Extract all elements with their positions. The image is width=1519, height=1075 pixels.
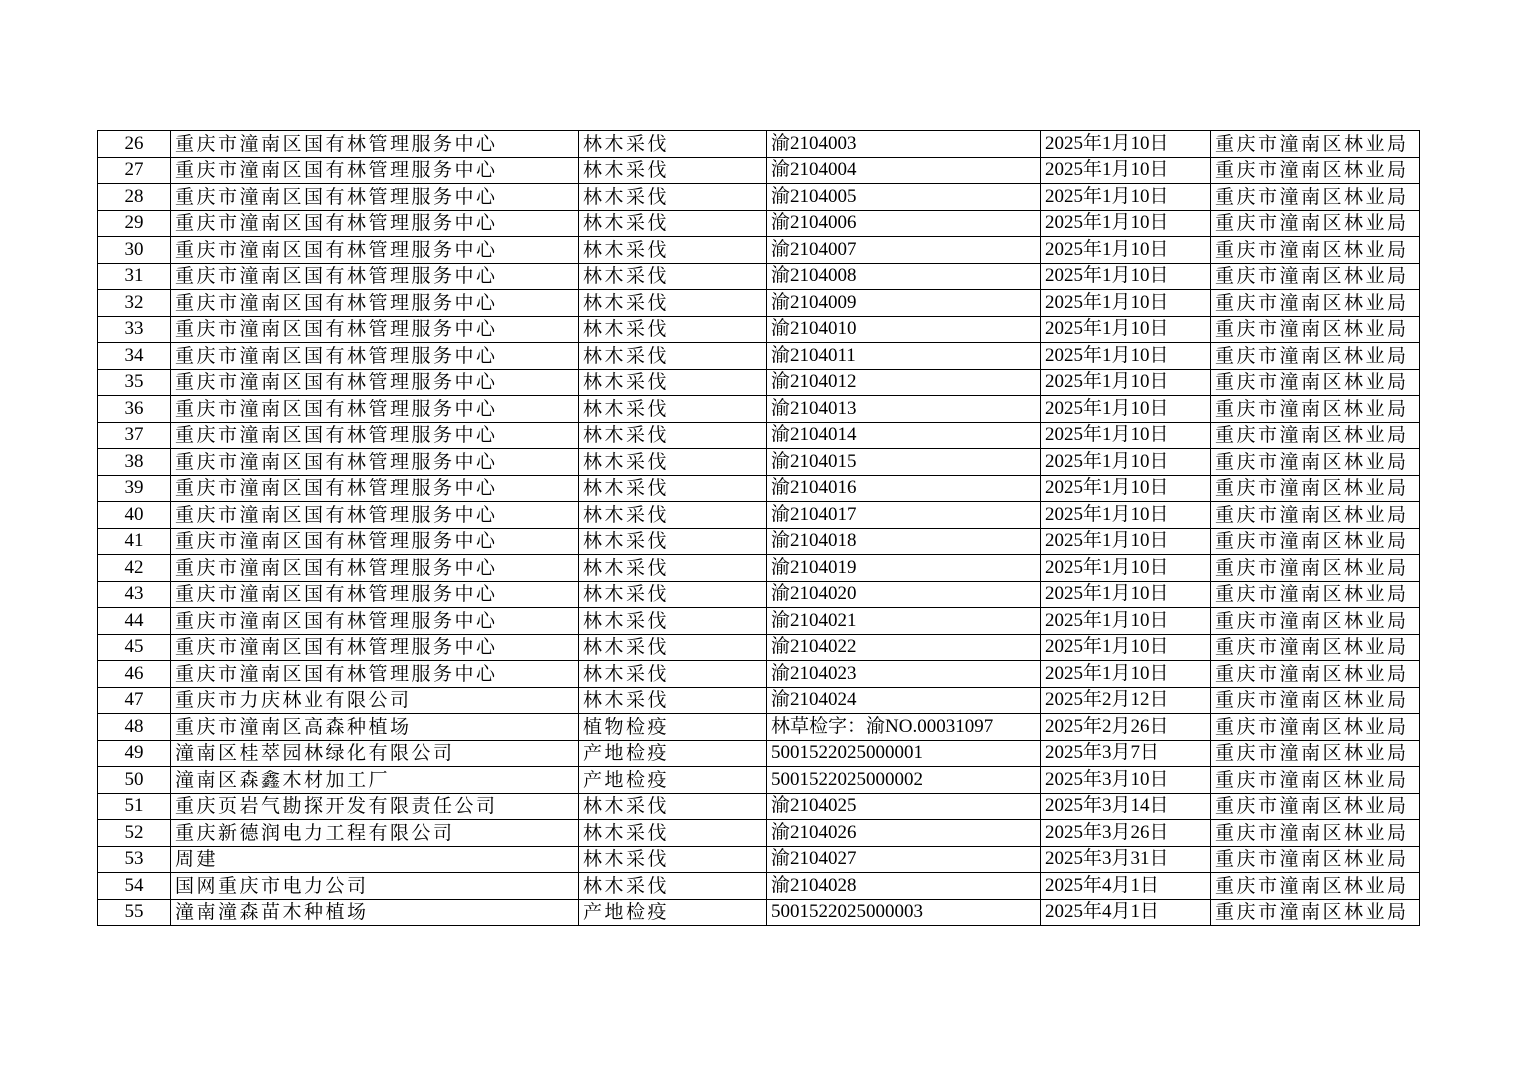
document-number-cell: 渝2104014 [767,422,1041,449]
permit-type-cell: 林木采伐 [579,131,767,158]
issuing-authority-cell: 重庆市潼南区林业局 [1211,475,1420,502]
entity-name-cell: 重庆市潼南区国有林管理服务中心 [171,131,579,158]
entity-name-cell: 重庆市潼南区国有林管理服务中心 [171,343,579,370]
entity-name-cell: 重庆市潼南区国有林管理服务中心 [171,634,579,661]
table-row [98,316,1420,343]
entity-name-cell: 重庆新德润电力工程有限公司 [171,820,579,847]
issue-date-cell: 2025年1月10日 [1041,396,1211,423]
row-number-cell: 41 [98,528,171,555]
row-number-cell: 40 [98,502,171,529]
document-number-cell: 渝2104028 [767,873,1041,900]
issuing-authority-cell: 重庆市潼南区林业局 [1211,767,1420,794]
issuing-authority-cell: 重庆市潼南区林业局 [1211,581,1420,608]
permit-type-cell: 林木采伐 [579,316,767,343]
permit-type-cell: 林木采伐 [579,820,767,847]
issue-date-cell: 2025年1月10日 [1041,422,1211,449]
permit-type-cell: 林木采伐 [579,502,767,529]
issue-date-cell: 2025年2月12日 [1041,687,1211,714]
table-row [98,899,1420,926]
row-number-cell: 53 [98,846,171,873]
issue-date-cell: 2025年1月10日 [1041,502,1211,529]
issue-date-cell: 2025年1月10日 [1041,210,1211,237]
document-number-cell: 渝2104025 [767,793,1041,820]
permit-type-cell: 产地检疫 [579,899,767,926]
row-number-cell: 34 [98,343,171,370]
entity-name-cell: 重庆市潼南区国有林管理服务中心 [171,422,579,449]
entity-name-cell: 重庆页岩气勘探开发有限责任公司 [171,793,579,820]
row-number-cell: 49 [98,740,171,767]
issuing-authority-cell: 重庆市潼南区林业局 [1211,157,1420,184]
row-number-cell: 43 [98,581,171,608]
entity-name-cell: 重庆市力庆林业有限公司 [171,687,579,714]
document-number-cell: 渝2104016 [767,475,1041,502]
row-number-cell: 29 [98,210,171,237]
issue-date-cell: 2025年1月10日 [1041,157,1211,184]
issuing-authority-cell: 重庆市潼南区林业局 [1211,714,1420,741]
row-number-cell: 51 [98,793,171,820]
row-number-cell: 35 [98,369,171,396]
row-number-cell: 31 [98,263,171,290]
issue-date-cell: 2025年1月10日 [1041,184,1211,211]
entity-name-cell: 重庆市潼南区国有林管理服务中心 [171,290,579,317]
issue-date-cell: 2025年1月10日 [1041,369,1211,396]
document-number-cell: 渝2104003 [767,131,1041,158]
entity-name-cell: 重庆市潼南区国有林管理服务中心 [171,369,579,396]
row-number-cell: 47 [98,687,171,714]
permit-type-cell: 林木采伐 [579,184,767,211]
permit-type-cell: 林木采伐 [579,581,767,608]
entity-name-cell: 潼南潼森苗木种植场 [171,899,579,926]
issue-date-cell: 2025年4月1日 [1041,899,1211,926]
issuing-authority-cell: 重庆市潼南区林业局 [1211,608,1420,635]
row-number-cell: 27 [98,157,171,184]
row-number-cell: 33 [98,316,171,343]
issue-date-cell: 2025年1月10日 [1041,634,1211,661]
issue-date-cell: 2025年1月10日 [1041,449,1211,476]
table-row [98,608,1420,635]
issue-date-cell: 2025年4月1日 [1041,873,1211,900]
issue-date-cell: 2025年1月10日 [1041,608,1211,635]
entity-name-cell: 潼南区森鑫木材加工厂 [171,767,579,794]
permit-type-cell: 产地检疫 [579,740,767,767]
table-row [98,687,1420,714]
issuing-authority-cell: 重庆市潼南区林业局 [1211,237,1420,264]
document-number-cell: 渝2104011 [767,343,1041,370]
permit-type-cell: 林木采伐 [579,290,767,317]
issuing-authority-cell: 重庆市潼南区林业局 [1211,740,1420,767]
issue-date-cell: 2025年1月10日 [1041,661,1211,688]
issuing-authority-cell: 重庆市潼南区林业局 [1211,687,1420,714]
permit-type-cell: 林木采伐 [579,555,767,582]
row-number-cell: 54 [98,873,171,900]
entity-name-cell: 潼南区桂萃园林绿化有限公司 [171,740,579,767]
row-number-cell: 42 [98,555,171,582]
permit-type-cell: 林木采伐 [579,210,767,237]
document-number-cell: 渝2104027 [767,846,1041,873]
table-row [98,369,1420,396]
document-number-cell: 渝2104005 [767,184,1041,211]
document-number-cell: 渝2104004 [767,157,1041,184]
permit-type-cell: 植物检疫 [579,714,767,741]
document-number-cell: 渝2104006 [767,210,1041,237]
issue-date-cell: 2025年2月26日 [1041,714,1211,741]
issue-date-cell: 2025年3月10日 [1041,767,1211,794]
table-row [98,343,1420,370]
issuing-authority-cell: 重庆市潼南区林业局 [1211,422,1420,449]
table-row [98,634,1420,661]
table-row [98,396,1420,423]
issue-date-cell: 2025年1月10日 [1041,528,1211,555]
entity-name-cell: 重庆市潼南区国有林管理服务中心 [171,184,579,211]
permit-type-cell: 林木采伐 [579,846,767,873]
row-number-cell: 45 [98,634,171,661]
document-number-cell: 渝2104012 [767,369,1041,396]
document-number-cell: 渝2104017 [767,502,1041,529]
issue-date-cell: 2025年1月10日 [1041,475,1211,502]
document-number-cell: 渝2104009 [767,290,1041,317]
issuing-authority-cell: 重庆市潼南区林业局 [1211,396,1420,423]
document-number-cell: 5001522025000001 [767,740,1041,767]
table-row [98,157,1420,184]
row-number-cell: 46 [98,661,171,688]
table-row [98,846,1420,873]
document-number-cell: 渝2104023 [767,661,1041,688]
issuing-authority-cell: 重庆市潼南区林业局 [1211,502,1420,529]
entity-name-cell: 重庆市潼南区国有林管理服务中心 [171,555,579,582]
entity-name-cell: 重庆市潼南区国有林管理服务中心 [171,263,579,290]
entity-name-cell: 重庆市潼南区国有林管理服务中心 [171,502,579,529]
row-number-cell: 44 [98,608,171,635]
issue-date-cell: 2025年1月10日 [1041,131,1211,158]
issuing-authority-cell: 重庆市潼南区林业局 [1211,449,1420,476]
issuing-authority-cell: 重庆市潼南区林业局 [1211,555,1420,582]
document-number-cell: 5001522025000002 [767,767,1041,794]
table-row [98,502,1420,529]
entity-name-cell: 重庆市潼南区国有林管理服务中心 [171,237,579,264]
table-row [98,820,1420,847]
table-row [98,793,1420,820]
permit-type-cell: 林木采伐 [579,396,767,423]
table-row [98,714,1420,741]
table-row [98,767,1420,794]
issue-date-cell: 2025年1月10日 [1041,290,1211,317]
table-row [98,528,1420,555]
row-number-cell: 48 [98,714,171,741]
issuing-authority-cell: 重庆市潼南区林业局 [1211,316,1420,343]
permit-type-cell: 林木采伐 [579,687,767,714]
permit-type-cell: 林木采伐 [579,449,767,476]
issuing-authority-cell: 重庆市潼南区林业局 [1211,343,1420,370]
permit-type-cell: 林木采伐 [579,661,767,688]
entity-name-cell: 重庆市潼南区国有林管理服务中心 [171,316,579,343]
table-row [98,581,1420,608]
entity-name-cell: 重庆市潼南区国有林管理服务中心 [171,157,579,184]
permit-type-cell: 产地检疫 [579,767,767,794]
issuing-authority-cell: 重庆市潼南区林业局 [1211,820,1420,847]
permit-type-cell: 林木采伐 [579,343,767,370]
document-number-cell: 渝2104008 [767,263,1041,290]
row-number-cell: 55 [98,899,171,926]
row-number-cell: 50 [98,767,171,794]
document-number-cell: 渝2104024 [767,687,1041,714]
issue-date-cell: 2025年3月26日 [1041,820,1211,847]
issuing-authority-cell: 重庆市潼南区林业局 [1211,528,1420,555]
document-number-cell: 渝2104018 [767,528,1041,555]
issuing-authority-cell: 重庆市潼南区林业局 [1211,290,1420,317]
issue-date-cell: 2025年1月10日 [1041,555,1211,582]
row-number-cell: 32 [98,290,171,317]
row-number-cell: 38 [98,449,171,476]
entity-name-cell: 重庆市潼南区国有林管理服务中心 [171,210,579,237]
issue-date-cell: 2025年1月10日 [1041,316,1211,343]
issuing-authority-cell: 重庆市潼南区林业局 [1211,899,1420,926]
document-number-cell: 渝2104022 [767,634,1041,661]
row-number-cell: 52 [98,820,171,847]
table-row [98,422,1420,449]
permit-type-cell: 林木采伐 [579,475,767,502]
document-number-cell: 渝2104021 [767,608,1041,635]
entity-name-cell: 重庆市潼南区国有林管理服务中心 [171,475,579,502]
issue-date-cell: 2025年3月7日 [1041,740,1211,767]
issuing-authority-cell: 重庆市潼南区林业局 [1211,369,1420,396]
issuing-authority-cell: 重庆市潼南区林业局 [1211,131,1420,158]
issuing-authority-cell: 重庆市潼南区林业局 [1211,793,1420,820]
permit-type-cell: 林木采伐 [579,369,767,396]
issue-date-cell: 2025年1月10日 [1041,237,1211,264]
table-row [98,263,1420,290]
permit-type-cell: 林木采伐 [579,634,767,661]
table-row [98,210,1420,237]
row-number-cell: 26 [98,131,171,158]
permit-type-cell: 林木采伐 [579,157,767,184]
document-number-cell: 渝2104019 [767,555,1041,582]
row-number-cell: 37 [98,422,171,449]
issuing-authority-cell: 重庆市潼南区林业局 [1211,846,1420,873]
issuing-authority-cell: 重庆市潼南区林业局 [1211,873,1420,900]
permit-type-cell: 林木采伐 [579,263,767,290]
issuing-authority-cell: 重庆市潼南区林业局 [1211,634,1420,661]
row-number-cell: 39 [98,475,171,502]
document-number-cell: 渝2104020 [767,581,1041,608]
row-number-cell: 36 [98,396,171,423]
document-number-cell: 渝2104010 [767,316,1041,343]
permit-type-cell: 林木采伐 [579,873,767,900]
document-number-cell: 渝2104026 [767,820,1041,847]
document-number-cell: 林草检字：渝NO.00031097 [767,714,1041,741]
entity-name-cell: 重庆市潼南区高森种植场 [171,714,579,741]
entity-name-cell: 国网重庆市电力公司 [171,873,579,900]
issuing-authority-cell: 重庆市潼南区林业局 [1211,210,1420,237]
table-row [98,475,1420,502]
row-number-cell: 30 [98,237,171,264]
table-row [98,290,1420,317]
document-number-cell: 渝2104007 [767,237,1041,264]
entity-name-cell: 重庆市潼南区国有林管理服务中心 [171,661,579,688]
records-table [97,130,1420,926]
issue-date-cell: 2025年3月14日 [1041,793,1211,820]
table-row [98,661,1420,688]
permit-type-cell: 林木采伐 [579,793,767,820]
row-number-cell: 28 [98,184,171,211]
entity-name-cell: 重庆市潼南区国有林管理服务中心 [171,449,579,476]
entity-name-cell: 重庆市潼南区国有林管理服务中心 [171,581,579,608]
permit-type-cell: 林木采伐 [579,608,767,635]
document-number-cell: 渝2104015 [767,449,1041,476]
table-row [98,555,1420,582]
issuing-authority-cell: 重庆市潼南区林业局 [1211,661,1420,688]
entity-name-cell: 重庆市潼南区国有林管理服务中心 [171,608,579,635]
issue-date-cell: 2025年1月10日 [1041,581,1211,608]
issuing-authority-cell: 重庆市潼南区林业局 [1211,263,1420,290]
table-row [98,184,1420,211]
issuing-authority-cell: 重庆市潼南区林业局 [1211,184,1420,211]
issue-date-cell: 2025年1月10日 [1041,263,1211,290]
table-row [98,449,1420,476]
permit-type-cell: 林木采伐 [579,237,767,264]
table-row [98,237,1420,264]
entity-name-cell: 重庆市潼南区国有林管理服务中心 [171,528,579,555]
document-number-cell: 5001522025000003 [767,899,1041,926]
issue-date-cell: 2025年3月31日 [1041,846,1211,873]
table-row [98,873,1420,900]
entity-name-cell: 周建 [171,846,579,873]
document-number-cell: 渝2104013 [767,396,1041,423]
records-table-body [98,131,1420,926]
entity-name-cell: 重庆市潼南区国有林管理服务中心 [171,396,579,423]
issue-date-cell: 2025年1月10日 [1041,343,1211,370]
permit-type-cell: 林木采伐 [579,422,767,449]
permit-type-cell: 林木采伐 [579,528,767,555]
table-row [98,131,1420,158]
table-row [98,740,1420,767]
